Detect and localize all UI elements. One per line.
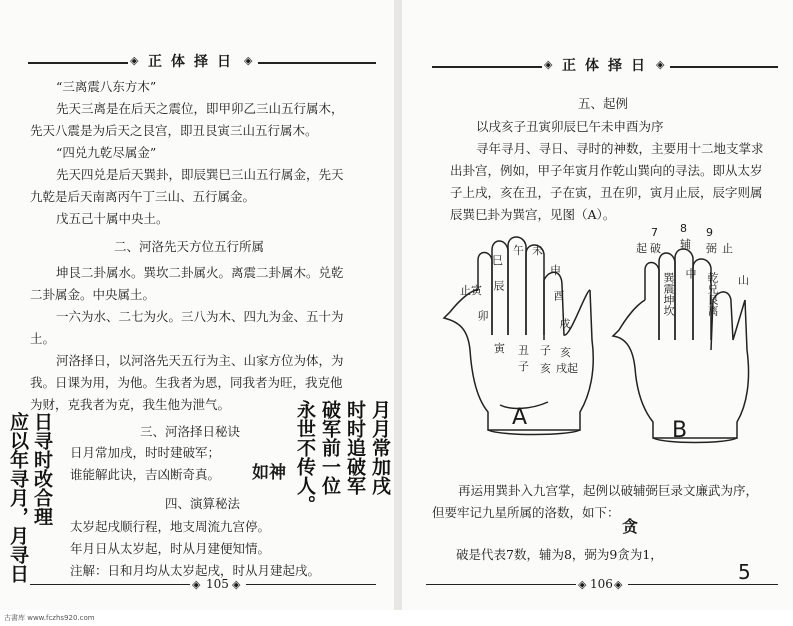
body-text-line: 再运用巽卦入九宫掌，起例以破辅弼巨录文廉武为序， xyxy=(458,483,759,498)
palm-label: 子 xyxy=(518,360,529,373)
palm-label: 寅 xyxy=(494,342,505,355)
body-text-line: 坤艮二卦属水。巽坎二卦属火。离震二卦属木。兑乾 xyxy=(56,265,344,280)
header-rule-right xyxy=(670,66,778,68)
header-ornament-icon: ◈ xyxy=(130,54,139,67)
page-header-title: 正体择日 xyxy=(562,58,654,74)
star-label: 起 xyxy=(636,242,647,255)
body-text-line: 但要牢记九星所属的洛数，如下： xyxy=(432,505,620,520)
body-text-line: 二卦属金。中央属土。 xyxy=(30,287,156,302)
book-gutter xyxy=(394,0,402,610)
body-text-line: 先天四兑是后天巽卦，即辰巽巳三山五行属金，先天 xyxy=(56,167,344,182)
footer-rule xyxy=(246,584,376,585)
handwritten-note: 永世不传人。 xyxy=(294,400,316,514)
body-text-line: 河洛择日，以河洛先天五行为主、山家方位为体，为 xyxy=(56,353,344,368)
palm-label: 亥 xyxy=(560,346,571,359)
palm-label: 止寅 xyxy=(460,284,482,297)
footer-rule xyxy=(30,584,190,585)
handwritten-annotation: 贪 xyxy=(622,517,639,536)
body-text-line: 一六为水、二七为火。三八为木、四九为金、五十为 xyxy=(56,309,344,324)
body-text-line: 先天八震是为后天之艮宫，即丑艮寅三山五行属木。 xyxy=(30,123,318,138)
star-label: 止 xyxy=(722,242,733,255)
section-heading: 三、河洛择日秘诀 xyxy=(140,424,241,439)
footer-ornament-icon: ◈ xyxy=(232,578,241,591)
palm-label: 子 xyxy=(540,344,551,357)
finger-label: 申 xyxy=(550,264,561,277)
verse-line: 太岁起戌顺行程，地支周流九宫停。 xyxy=(70,519,271,534)
handwritten-note: 破军前一位 xyxy=(319,400,341,495)
palm-label: 戌起 xyxy=(556,362,578,375)
header-rule-left xyxy=(28,62,128,64)
section-heading: 四、演算秘法 xyxy=(165,496,241,511)
handwritten-note: 月月常加戌 xyxy=(369,400,391,495)
star-number: 7 xyxy=(651,226,658,239)
page-number: 105 xyxy=(206,577,229,591)
finger-label: 辰 xyxy=(492,280,505,291)
finger-label: 午 xyxy=(513,244,524,257)
finger-label: 山 xyxy=(738,274,749,287)
footer-rule xyxy=(426,584,576,585)
star-label: 破 xyxy=(650,242,661,255)
star-label: 弼 xyxy=(706,242,717,255)
body-text-line: 我。日课为用，为他。生我者为恩，同我者为旺，我克他 xyxy=(30,375,343,390)
body-text-line: 为财，克我者为克，我生他为泄气。 xyxy=(30,397,231,412)
branch-order-line: 以戌亥子丑寅卯辰巳午未申酉为序 xyxy=(476,119,664,134)
palm-label: 丑 xyxy=(518,344,529,357)
note-line: 注解：日和月均从太岁起戌，时从月建起戌。 xyxy=(70,563,321,578)
body-text-line: 出卦宫，例如，甲子年寅月作乾山巽向的寻法。即从太岁 xyxy=(450,163,763,178)
star-number: 8 xyxy=(680,222,687,235)
footer-ornament-icon: ◈ xyxy=(578,578,587,591)
body-text-line: 寻年寻月、寻日、寻时的神数，主要用十二地支掌求 xyxy=(476,141,764,156)
handwritten-margin-note: 日寻时改合理 xyxy=(31,412,53,526)
page-header-title: 正体择日 xyxy=(148,54,240,70)
verse-line: 谁能解此诀，吉凶断奇真。 xyxy=(70,467,221,482)
verse-line: 年月日从太岁起，时从月建便知情。 xyxy=(70,541,271,556)
footer-ornament-icon: ◈ xyxy=(614,578,623,591)
star-label: 辅 xyxy=(680,238,691,251)
star-number: 9 xyxy=(706,226,713,239)
finger-label: 巳 xyxy=(492,254,503,267)
page-number: 106 xyxy=(590,577,613,591)
header-ornament-icon: ◈ xyxy=(244,54,253,67)
header-ornament-icon: ◈ xyxy=(544,58,553,71)
figure-label-a: A xyxy=(512,405,528,430)
palm-label: 亥 xyxy=(540,362,551,375)
footer-ornament-icon: ◈ xyxy=(192,578,201,591)
handwritten-margin-note: 应以年寻月，月寻日 xyxy=(7,412,29,583)
handwritten-note: 时时追破军 xyxy=(344,400,366,495)
body-text-line: 九乾是后天南离丙午丁三山、五行属金。 xyxy=(30,189,256,204)
body-text-line: 戊五己十属中央土。 xyxy=(56,211,169,226)
trigram-column: 巽震坤坎 xyxy=(662,272,675,316)
figure-label-b: B xyxy=(672,418,688,443)
body-text-line: 子上戌，亥在丑，子在寅，丑在卯，寅月止辰，辰字则属 xyxy=(450,185,763,200)
site-watermark-footer: 古書库 www.fczhs920.com xyxy=(0,610,793,626)
header-ornament-icon: ◈ xyxy=(656,58,665,71)
finger-label: 未 xyxy=(532,244,543,257)
handwritten-mark: 5 xyxy=(738,560,751,584)
verse-line: 日月常加戌，时时建破军； xyxy=(70,445,221,460)
body-text-line: 土。 xyxy=(30,331,56,346)
finger-label: 酉 xyxy=(552,290,565,301)
handwritten-annotation: 如神 xyxy=(252,463,286,483)
body-text-line: 辰巽巳卦为巽宫，见图（A）。 xyxy=(450,207,616,222)
quote-line: “三离震八东方木” xyxy=(56,79,157,94)
quote-line: “四兑九乾尽属金” xyxy=(56,145,157,160)
footer-rule xyxy=(628,584,778,585)
section-heading: 二、河洛先天方位五行所属 xyxy=(114,239,265,254)
body-text-line: 破是代表7数，辅为8，弼为9贪为1， xyxy=(456,547,663,562)
finger-label: 戌 xyxy=(558,318,571,329)
finger-label: 卯 xyxy=(476,310,489,321)
section-heading: 五、起例 xyxy=(578,96,629,111)
body-text-line: 先天三离是在后天之震位，即甲卯乙三山五行属木， xyxy=(56,101,344,116)
header-rule-right xyxy=(258,62,376,64)
trigram-column: 中 xyxy=(684,268,697,279)
trigram-column: 乾兑艮离 xyxy=(706,272,719,316)
header-rule-left xyxy=(432,66,542,68)
